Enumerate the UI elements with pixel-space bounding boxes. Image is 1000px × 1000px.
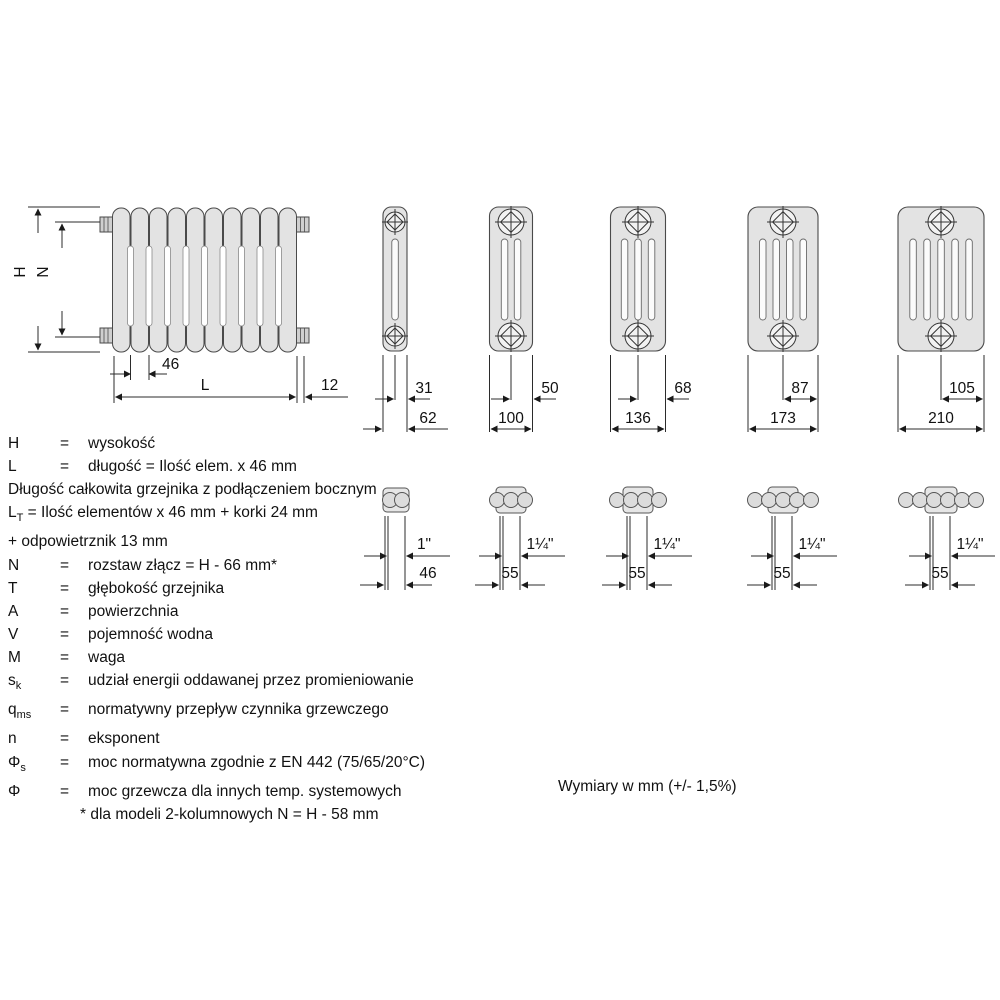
section-3col (490, 206, 559, 432)
legend-symbol: H (8, 435, 20, 452)
dim-label-pitch-55: 55 (501, 565, 519, 582)
legend-row-sk: $s_k$ = udział energii oddawanej przez promieniowanie (8, 669, 478, 698)
legend-text: normatywny przepływ czynnika grzewczego (88, 701, 389, 719)
dim-label-105: 105 (949, 380, 975, 397)
legend-text: moc grzewcza dla innych temp. systemowych (88, 782, 402, 800)
legend-text: moc normatywna zgodnie z EN 442 (75/65/20°C) (88, 753, 426, 771)
front-view-radiator (100, 208, 309, 352)
dim-label-1inch: 1" (416, 536, 432, 553)
dim-label-62: 62 (419, 410, 437, 427)
legend (8, 432, 478, 826)
legend-text: eksponent (88, 730, 160, 748)
legend-text: waga (88, 648, 126, 666)
dim-label-pitch-46: 46 (419, 565, 437, 582)
legend-symbol: L (8, 458, 17, 476)
section-6col (898, 206, 984, 432)
legend-para-vent: + odpowietrznik 13 mm (8, 533, 168, 551)
dim-label-100: 100 (498, 410, 524, 427)
legend-text: pojemność wodna (88, 625, 213, 643)
legend-row-l: L = długość = Ilość elem. x 46 mm (8, 455, 478, 478)
legend-text: udział energii oddawanej przez promieniowanie (88, 672, 414, 690)
dim-label-element-width: 46 (162, 356, 180, 373)
dim-label-136: 136 (625, 410, 651, 427)
legend-text: wysokość (88, 435, 156, 452)
section-4col (611, 206, 692, 432)
legend-row-m: M = waga (8, 646, 478, 669)
legend-symbol: n (8, 730, 17, 748)
dim-label-pitch-55: 55 (628, 565, 646, 582)
dim-label-68: 68 (674, 380, 692, 397)
legend-symbol: A (8, 602, 19, 620)
section-5col (748, 206, 818, 432)
legend-symbol: M (8, 648, 21, 666)
legend-text: powierzchnia (88, 602, 179, 620)
legend-row-exponent: n = eksponent (8, 727, 478, 750)
dim-label-87: 87 (791, 380, 809, 397)
dim-label-connector-spacing: N (35, 266, 52, 278)
dim-label-1q-inch: 1¼" (798, 536, 826, 553)
legend-symbol: N (8, 556, 20, 574)
legend-symbol: $q_{ms}$ (8, 701, 32, 722)
legend-symbol: T (8, 579, 18, 597)
legend-row-h: H = wysokość (8, 432, 478, 455)
dim-label-1q-inch: 1¼" (526, 536, 554, 553)
legend-row-phi-s: $\Phi_s$ = moc normatywna zgodnie z EN 442 (75/65/20°C) (8, 751, 478, 780)
legend-text: głębokość grzejnika (88, 579, 225, 597)
legend-symbol: $\Phi_s$ (8, 753, 26, 774)
dim-label-210: 210 (928, 410, 954, 427)
dim-label-length: L (200, 377, 210, 394)
legend-row-t: T = głębokość grzejnika (8, 577, 478, 600)
legend-symbol: $s_k$ (8, 672, 22, 693)
legend-row-n: N = rozstaw złącz = H - 66 mm* (8, 554, 478, 577)
legend-para-lt: $L_T$ = Ilość elementów x 46 mm + korki 24 mm (8, 504, 318, 525)
dim-label-offset-12: 12 (321, 377, 339, 394)
top-view-6col (899, 487, 996, 590)
dimensions-note: Wymiary w mm (+/- 1,5%) (558, 778, 737, 795)
dim-label-173: 173 (770, 410, 796, 427)
legend-text: rozstaw złącz = H - 66 mm* (88, 556, 278, 574)
top-view-4col (602, 487, 692, 590)
legend-para-total-length: Długość całkowita grzejnika z podłączeniem bocznym (8, 481, 377, 499)
legend-footnote: * dla modeli 2-kolumnowych N = H - 58 mm (80, 805, 379, 823)
legend-row-phi: Φ = moc grzewcza dla innych temp. systemowych (8, 780, 478, 803)
section-2col (363, 207, 448, 432)
dim-label-1q-inch: 1¼" (653, 536, 681, 553)
legend-row-v: V = pojemność wodna (8, 623, 478, 646)
top-view-5col (747, 487, 837, 590)
dim-label-31: 31 (415, 380, 433, 397)
legend-row-a: A = powierzchnia (8, 600, 478, 623)
legend-symbol: Φ (8, 782, 21, 800)
dim-label-pitch-55: 55 (773, 565, 791, 582)
top-view-3col (475, 487, 565, 590)
legend-row-qms: $q_{ms}$ = normatywny przepływ czynnika grzewczego (8, 698, 478, 727)
dim-label-height: H (12, 266, 29, 278)
dim-label-50: 50 (541, 380, 559, 397)
dim-label-1q-inch: 1¼" (956, 536, 984, 553)
legend-text: długość = Ilość elem. x 46 mm (88, 458, 297, 476)
legend-symbol: V (8, 625, 19, 643)
dim-label-pitch-55: 55 (931, 565, 949, 582)
